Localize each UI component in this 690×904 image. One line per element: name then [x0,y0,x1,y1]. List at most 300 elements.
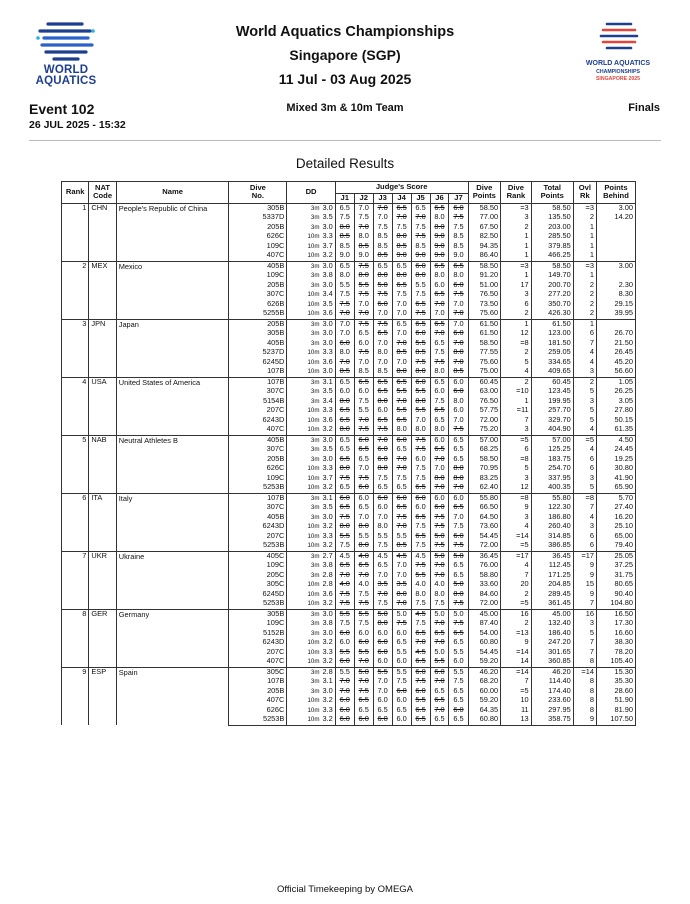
overall-rank: 5 [573,629,596,639]
col-ovl-rk: Ovl Rk [573,182,596,204]
dd-value: 3.5 [322,299,333,308]
dive-rank: 2 [501,619,532,629]
judge-score: 7.0 [335,677,354,687]
judge-score: 7.0 [392,309,411,319]
total-points: 297.95 [531,706,573,716]
dive-height: 10m [307,532,320,540]
dive-rank: 2 [501,377,532,387]
points-behind: 30.80 [596,464,635,474]
judge-score: 8.5 [335,367,354,377]
dive-points: 55.80 [468,493,501,503]
dive-difficulty [287,677,335,687]
judge-score: 6.5 [335,455,354,465]
dive-height: 10m [307,465,320,472]
dive-points: 77.55 [468,348,501,358]
judge-score: 8.0 [335,397,354,407]
judge-score: 7.0 [392,213,411,223]
judge-score: 8.0 [430,213,449,223]
total-points: 277.20 [531,290,573,300]
total-points: 123.45 [531,387,573,397]
dive-number: 107B [229,367,287,377]
team-rank: 8 [62,609,89,667]
judge-score: 7.0 [354,571,373,581]
judge-score: 7.5 [449,599,468,609]
judge-score: 7.0 [392,358,411,368]
overall-rank: 6 [573,541,596,551]
col-dd: DD [287,182,335,204]
points-behind: 65.90 [596,483,635,493]
overall-rank: 2 [573,377,596,387]
judge-score: 5.0 [430,609,449,619]
judge-score: 7.5 [335,290,354,300]
judge-score: 6.0 [335,387,354,397]
dive-points: 73.50 [468,300,501,310]
dive-rank: 5 [501,358,532,368]
dive-number: 5337D [229,213,287,223]
points-behind [596,242,635,252]
points-behind: 8.30 [596,290,635,300]
overall-rank: 5 [573,416,596,426]
judge-score: 9.0 [335,251,354,261]
col-dive-rank: Dive Rank [501,182,532,204]
championship-title: World Aquatics Championships [235,24,455,40]
judge-score: 7.5 [449,541,468,551]
judge-score: 7.0 [430,455,449,465]
judge-score: 8.0 [430,223,449,233]
team-nat-code: JPN [89,319,116,377]
judge-score: 6.5 [392,203,411,213]
judge-score: 7.0 [392,464,411,474]
dive-rank: =5 [501,687,532,697]
judge-score: 6.5 [430,445,449,455]
judge-score: 7.0 [354,513,373,523]
judge-score: 6.5 [411,706,430,716]
judge-score: 6.5 [411,300,430,310]
dive-points: 76.00 [468,561,501,571]
dd-value: 3.6 [322,415,333,424]
dive-number: 5255B [229,309,287,319]
team-name: Spain [116,667,229,725]
dd-value: 3.1 [322,493,333,502]
total-points: 301.65 [531,648,573,658]
dive-height: 3m [310,610,320,618]
event-number: Event 102 [29,101,95,117]
judge-score: 6.0 [411,329,430,339]
dive-difficulty [287,541,335,551]
points-behind: 56.60 [596,367,635,377]
judge-score: 6.5 [392,281,411,291]
judge-score: 5.5 [335,667,354,677]
judge-score: 5.5 [335,648,354,658]
dive-difficulty [287,416,335,426]
judge-score: 6.5 [354,696,373,706]
dive-number: 205B [229,223,287,233]
judge-score: 4.5 [373,551,392,561]
total-points: 46.20 [531,667,573,677]
col-judges: Judge's Score [335,182,468,194]
col-name: Name [116,182,229,204]
dive-number: 405C [229,551,287,561]
judge-score: 7.0 [373,203,392,213]
total-points: 114.40 [531,677,573,687]
dive-height: 3m [310,455,320,463]
dive-height: 10m [307,426,320,433]
dive-difficulty [287,271,335,281]
dive-number: 626C [229,706,287,716]
judge-score: 6.0 [335,638,354,648]
judge-score: 5.5 [392,648,411,658]
dive-points: 68.20 [468,677,501,687]
dive-rank: =3 [501,203,532,213]
judge-score: 6.0 [373,715,392,725]
judge-score: 6.5 [430,290,449,300]
dive-height: 10m [307,407,320,414]
judge-score: 7.0 [392,339,411,349]
points-behind: 107.50 [596,715,635,725]
judge-score: 6.5 [354,455,373,465]
team-nat-code: UKR [89,551,116,609]
dive-number: 5237D [229,348,287,358]
team-rank: 5 [62,435,89,493]
judge-score: 7.0 [430,571,449,581]
overall-rank: =8 [573,493,596,503]
judge-score: 6.0 [373,406,392,416]
judge-score: 6.0 [449,532,468,542]
dd-value: 2.8 [322,667,333,676]
dive-height: 3m [310,330,320,337]
dive-points: 58.50 [468,455,501,465]
dive-difficulty [287,687,335,697]
judge-score: 8.0 [392,367,411,377]
overall-rank: 6 [573,464,596,474]
dive-difficulty [287,561,335,571]
judge-score: 8.0 [411,271,430,281]
overall-rank: 5 [573,406,596,416]
judge-score: 6.5 [449,445,468,455]
dive-difficulty [287,483,335,493]
judge-score: 6.5 [411,532,430,542]
dd-value: 3.3 [322,406,333,414]
judge-score: 7.5 [449,223,468,233]
judge-score: 6.5 [449,629,468,639]
table-row [62,261,636,271]
dive-difficulty [287,213,335,223]
dive-rank: =17 [501,551,532,561]
points-behind: 3.00 [596,261,635,271]
dive-difficulty [287,377,335,387]
dive-height: 10m [307,416,320,424]
judge-score: 7.0 [373,513,392,523]
overall-rank: 8 [573,677,596,687]
judge-score: 6.5 [373,416,392,426]
dive-number: 207C [229,648,287,658]
judge-score: 6.5 [373,377,392,387]
dive-number: 6243D [229,416,287,426]
team-nat-code: ITA [89,493,116,551]
judge-score: 8.5 [373,232,392,242]
judge-score: 7.0 [373,590,392,600]
dive-rank: 4 [501,367,532,377]
judge-score: 7.5 [411,522,430,532]
judge-score: 4.0 [335,580,354,590]
dive-difficulty [287,580,335,590]
dd-value: 3.0 [322,454,333,463]
dive-number: 6243D [229,638,287,648]
judge-score: 8.0 [430,590,449,600]
table-row [62,493,636,503]
dive-points: 70.95 [468,464,501,474]
judge-score: 4.5 [411,609,430,619]
col-nat: NAT Code [89,182,116,204]
judge-score: 7.5 [430,348,449,358]
judge-score: 6.5 [430,377,449,387]
judge-score: 8.0 [373,464,392,474]
judge-score: 7.5 [354,290,373,300]
dive-rank: 10 [501,696,532,706]
judge-score: 7.5 [354,319,373,329]
dive-points: 54.45 [468,532,501,542]
dd-value: 3.2 [322,715,333,723]
judge-score: 8.0 [335,464,354,474]
judge-score: 8.0 [449,590,468,600]
team-rank: 9 [62,667,89,725]
dive-height: 3m [310,436,320,444]
judge-score: 6.0 [392,629,411,639]
judge-score: 8.0 [335,425,354,435]
total-points: 409.65 [531,367,573,377]
dive-number: 205B [229,281,287,291]
judge-score: 5.5 [354,609,373,619]
team-rank: 4 [62,377,89,435]
overall-rank: 4 [573,348,596,358]
team-rank: 1 [62,203,89,261]
dive-number: 305B [229,329,287,339]
judge-score: 7.5 [449,522,468,532]
dd-value: 3.0 [322,329,333,337]
judge-score: 8.0 [373,271,392,281]
judge-score: 6.0 [392,435,411,445]
dive-number: 5253B [229,715,287,725]
judge-score: 7.0 [373,358,392,368]
judge-score: 3.5 [392,580,411,590]
total-points: 171.25 [531,571,573,581]
judge-score: 7.5 [373,319,392,329]
judge-score: 8.0 [430,425,449,435]
judge-score: 6.5 [335,377,354,387]
judge-score: 7.5 [335,300,354,310]
judge-score: 7.0 [449,339,468,349]
dive-difficulty [287,397,335,407]
dive-height: 3m [310,262,320,270]
judge-score: 6.0 [411,455,430,465]
judge-score: 6.0 [449,387,468,397]
judge-score: 7.5 [354,590,373,600]
dive-height: 10m [307,358,320,366]
dive-rank: =3 [501,261,532,271]
judge-score: 7.5 [354,397,373,407]
judge-score: 9.0 [411,251,430,261]
dd-value: 3.0 [322,435,333,444]
judge-score: 9.0 [392,251,411,261]
dive-points: 61.50 [468,329,501,339]
dive-rank: 7 [501,416,532,426]
dive-height: 3m [310,214,320,221]
overall-rank: 1 [573,251,596,261]
judge-score: 6.0 [373,629,392,639]
judge-score: 7.5 [411,223,430,233]
overall-rank: 2 [573,300,596,310]
judge-score: 6.5 [373,706,392,716]
judge-score: 7.0 [373,309,392,319]
judge-score: 7.0 [354,300,373,310]
judge-score: 7.0 [430,619,449,629]
overall-rank: 16 [573,609,596,619]
judge-score: 6.0 [449,377,468,387]
dive-number: 109C [229,242,287,252]
judge-score: 8.0 [449,348,468,358]
judge-score: 6.5 [354,503,373,513]
dive-difficulty [287,715,335,725]
logo-right-line-1: WORLD AQUATICS [585,60,651,67]
dive-difficulty [287,290,335,300]
col-judge-2: J2 [354,194,373,204]
team-name: United States of America [116,377,229,435]
judge-score: 7.5 [373,474,392,484]
judge-score: 4.0 [354,580,373,590]
judge-score: 6.5 [354,329,373,339]
points-behind: 15.30 [596,667,635,677]
points-behind: 61.35 [596,425,635,435]
judge-score: 7.5 [373,599,392,609]
dive-height: 3m [310,552,320,560]
overall-rank: 7 [573,638,596,648]
judge-score: 5.5 [392,406,411,416]
dd-value: 3.0 [322,686,333,695]
dive-points: 59.20 [468,657,501,667]
judge-score: 6.0 [411,493,430,503]
dive-number: 626B [229,300,287,310]
dive-points: 75.20 [468,425,501,435]
judge-score: 8.0 [373,397,392,407]
dive-rank: 12 [501,483,532,493]
dive-difficulty [287,329,335,339]
dive-number: 307C [229,445,287,455]
judge-score: 6.5 [392,503,411,513]
points-behind: 90.40 [596,590,635,600]
section-title: Detailed Results [295,156,395,171]
dive-points: 63.00 [468,387,501,397]
dive-rank: =5 [501,599,532,609]
total-points: 379.85 [531,242,573,252]
dive-number: 407C [229,425,287,435]
dive-number: 6245D [229,358,287,368]
judge-score: 5.5 [373,667,392,677]
total-points: 183.75 [531,455,573,465]
judge-score: 6.5 [430,261,449,271]
dive-number: 5253B [229,599,287,609]
dive-points: 57.00 [468,435,501,445]
judge-score: 6.0 [354,483,373,493]
overall-rank: 9 [573,715,596,725]
dive-number: 107B [229,377,287,387]
total-points: 285.50 [531,232,573,242]
dive-points: 64.35 [468,706,501,716]
judge-score: 6.0 [392,687,411,697]
dive-difficulty [287,522,335,532]
judge-score: 6.0 [449,706,468,716]
dive-height: 3m [310,272,320,279]
judge-score: 8.5 [411,348,430,358]
dive-difficulty [287,474,335,484]
total-points: 360.85 [531,657,573,667]
judge-score: 6.5 [373,329,392,339]
judge-score: 8.0 [449,474,468,484]
judge-score: 6.5 [430,715,449,725]
footer-timekeeping: Official Timekeeping by OMEGA [276,884,414,895]
dive-height: 3m [310,339,320,347]
total-points: 203.00 [531,223,573,233]
dive-height: 10m [307,658,320,665]
dive-height: 3m [310,504,320,511]
judge-score: 7.0 [392,599,411,609]
overall-rank: 15 [573,580,596,590]
judge-score: 6.5 [335,203,354,213]
judge-score: 8.5 [354,367,373,377]
judge-score: 5.5 [411,339,430,349]
points-behind: 37.25 [596,561,635,571]
judge-score: 6.0 [373,503,392,513]
dive-rank: 9 [501,638,532,648]
dive-height: 3m [310,378,320,386]
dive-number: 305C [229,580,287,590]
judge-score: 6.0 [392,696,411,706]
judge-score: 7.5 [392,677,411,687]
total-points: 334.65 [531,358,573,368]
judge-score: 8.0 [430,474,449,484]
championship-dates: 11 Jul - 03 Aug 2025 [278,71,412,87]
judge-score: 7.0 [335,329,354,339]
dive-points: 75.00 [468,367,501,377]
overall-rank: 2 [573,281,596,291]
judge-score: 6.0 [373,638,392,648]
dive-number: 107B [229,677,287,687]
dd-value: 3.3 [322,464,333,472]
team-name: People's Republic of China [116,203,229,261]
dive-number: 407C [229,251,287,261]
dive-rank: =10 [501,387,532,397]
dd-value: 3.4 [322,290,333,298]
dd-value: 3.0 [322,512,333,521]
judge-score: 8.0 [430,271,449,281]
judge-score: 6.5 [335,503,354,513]
table-row [62,377,636,387]
judge-score: 6.0 [392,657,411,667]
judge-score: 6.5 [373,561,392,571]
points-behind: 24.45 [596,445,635,455]
dive-rank: 11 [501,706,532,716]
points-behind: 79.40 [596,541,635,551]
table-row [62,609,636,619]
overall-rank: =5 [573,435,596,445]
total-points: 122.30 [531,503,573,513]
judge-score: 6.0 [449,203,468,213]
judge-score: 6.0 [411,667,430,677]
points-behind: 14.20 [596,213,635,223]
team-nat-code: GER [89,609,116,667]
judge-score: 6.5 [373,387,392,397]
judge-score: 5.5 [430,657,449,667]
total-points: 329.70 [531,416,573,426]
